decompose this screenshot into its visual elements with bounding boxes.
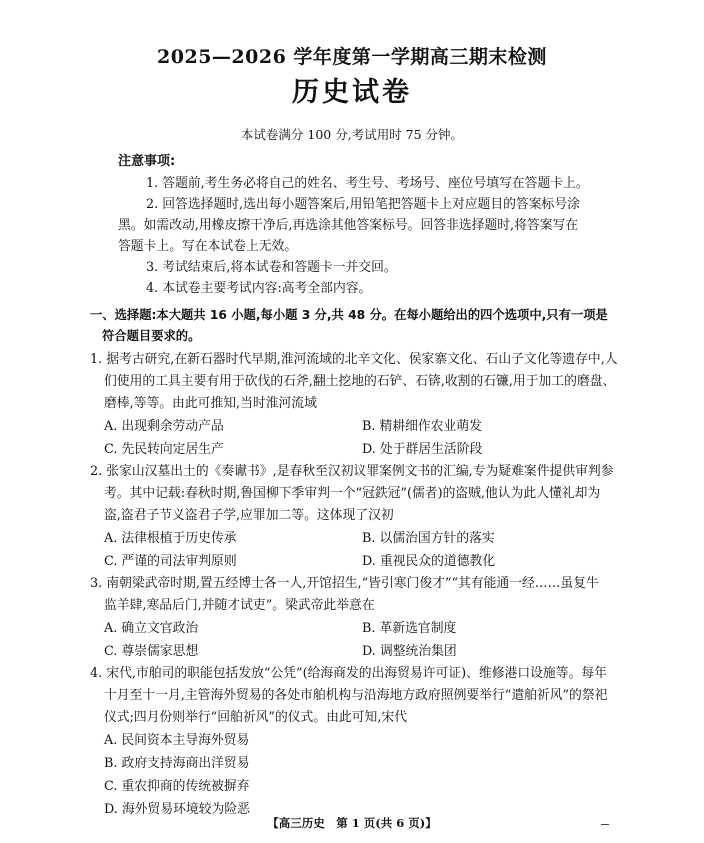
section-heading: 一、选择题:本大题共 16 小题,每小题 3 分,共 48 分。在每小题给出的四个选项中,只有一项是 (90, 308, 608, 322)
question-2-stem: 考。其中记载:春秋时期,鲁国柳下季审判一个“冠鉄冠”(儒者)的盗贼,他认为此人懂礼却为 (104, 486, 601, 501)
question-1-option-c[interactable]: C. 先民转向定居生产 (104, 442, 224, 457)
question-4-stem: 十月至十一月,主管海外贸易的各处市舶机构与沿海地方政府照例要举行“遣舶祈风”的祭祀 (104, 688, 608, 703)
question-3-option-b[interactable]: B. 革新选官制度 (362, 621, 457, 636)
note-line: 答题卡上。写在本试卷上无效。 (118, 239, 298, 254)
question-4-option-b[interactable]: B. 政府支持海商出洋贸易 (104, 756, 250, 771)
question-1-option-b[interactable]: B. 精耕细作农业萌发 (362, 419, 482, 434)
question-1-stem: 们使用的工具主要有用于砍伐的石斧,翻土挖地的石铲、石锛,收割的石镰,用于加工的磨盘、 (104, 374, 616, 389)
question-3-stem: 3. 南朝梁武帝时期,置五经博士各一人,开馆招生,“皆引寒门俊才”“其有能通一经……虽复牛 (90, 576, 599, 591)
question-3-option-c[interactable]: C. 尊崇儒家思想 (104, 644, 199, 659)
question-4-option-d[interactable]: D. 海外贸易环境较为险恶 (104, 802, 250, 817)
note-line: 黑。如需改动,用橡皮擦干净后,再选涂其他答案标号。回答非选择题时,将答案写在 (118, 218, 579, 233)
question-4-option-c[interactable]: C. 重农抑商的传统被摒弃 (104, 779, 250, 794)
question-1-stem: 1. 据考古研究,在新石器时代早期,淮河流域的北辛文化、侯家寨文化、石山子文化等遗存中,人 (90, 352, 618, 367)
question-4-stem: 4. 宋代,市舶司的职能包括发放“公凭”(给海商发的出海贸易许可证)、维修港口设施等。每年 (90, 666, 607, 681)
question-4-option-a[interactable]: A. 民间资本主导海外贸易 (104, 733, 250, 748)
subject-title: 历史试卷 (292, 77, 412, 108)
question-3-stem: 监羊肆,寒品后门,并随才试吏”。梁武帝此举意在 (104, 598, 375, 613)
question-3-option-d[interactable]: D. 调整统治集团 (362, 644, 457, 659)
question-1-stem: 磨棒,等等。由此可推知,当时淮河流域 (104, 396, 317, 411)
note-line: 2. 回答选择题时,选出每小题答案后,用铅笔把答题卡上对应题目的答案标号涂 (146, 197, 580, 212)
note-line: 1. 答题前,考生务必将自己的姓名、考生号、考场号、座位号填写在答题卡上。 (146, 176, 589, 191)
question-2-stem: 盗,盗君子节义盗君子学,应罪加二等。这体现了汉初 (104, 508, 394, 523)
question-2-option-a[interactable]: A. 法律根植于历史传承 (104, 531, 237, 546)
note-line: 4. 本试卷主要考试内容:高考全部内容。 (146, 281, 372, 296)
scan-mark (601, 824, 609, 825)
question-1-option-a[interactable]: A. 出现剩余劳动产品 (104, 419, 224, 434)
question-2-stem: 2. 张家山汉墓出土的《奏谳书》,是春秋至汉初议罪案例文书的汇编,专为疑难案件提供审判参 (90, 464, 614, 479)
exam-info: 本试卷满分 100 分,考试用时 75 分钟。 (240, 127, 464, 142)
page-footer: 【高三历史 第 1 页(共 6 页)】 (267, 816, 437, 830)
question-1-option-d[interactable]: D. 处于群居生活阶段 (362, 442, 483, 457)
question-2-option-c[interactable]: C. 严谨的司法审判原则 (104, 554, 237, 569)
note-line: 3. 考试结束后,将本试卷和答题卡一并交回。 (146, 260, 397, 275)
question-2-option-d[interactable]: D. 重视民众的道德教化 (362, 554, 496, 569)
question-2-option-b[interactable]: B. 以儒治国方针的落实 (362, 531, 495, 546)
question-4-stem: 仪式;四月份则举行“回舶祈风”的仪式。由此可知,宋代 (104, 710, 407, 725)
section-heading-cont: 符合题目要求的。 (102, 329, 201, 343)
notes-heading: 注意事项: (118, 154, 176, 169)
exam-title: 2025—2026 学年度第一学期高三期末检测 (157, 46, 547, 68)
question-3-option-a[interactable]: A. 确立文官政治 (104, 621, 199, 636)
